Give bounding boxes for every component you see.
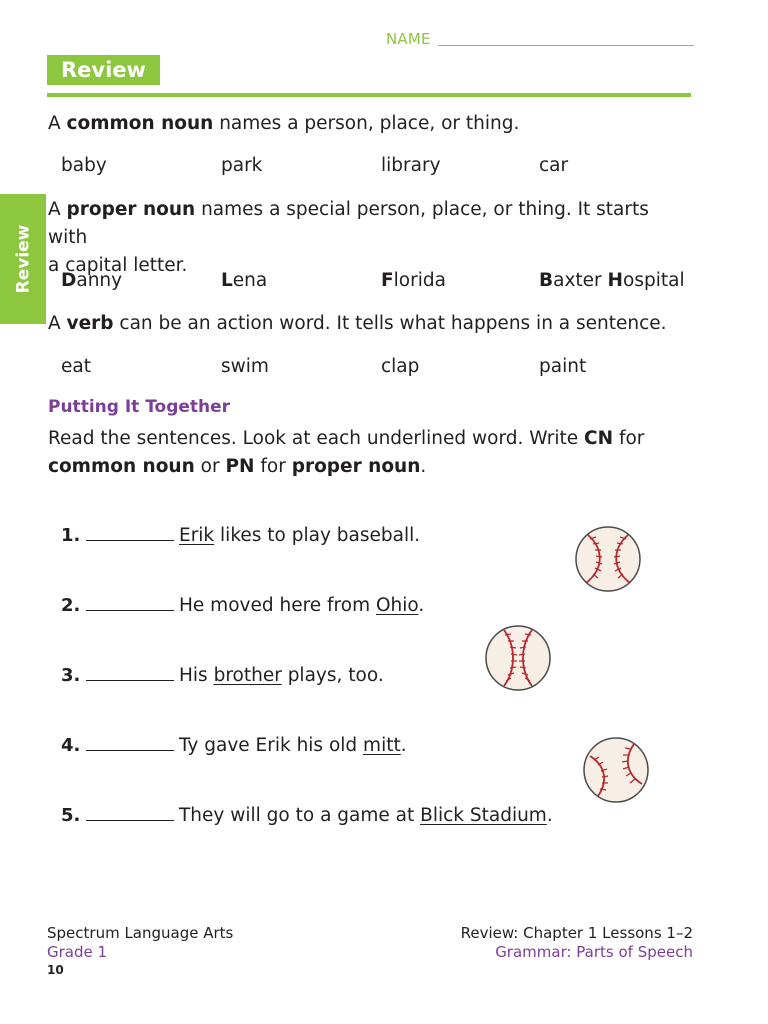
answer-blank[interactable] — [86, 734, 174, 751]
def-term: common noun — [66, 113, 214, 134]
header-divider — [47, 93, 691, 97]
example-word: car — [539, 155, 569, 176]
footer-series: Spectrum Language Arts — [47, 924, 234, 942]
def-text: A — [48, 313, 67, 334]
footer-right — [461, 924, 693, 962]
answer-blank[interactable] — [86, 594, 174, 611]
example-word: Danny — [61, 270, 123, 291]
example-word: Lena — [221, 270, 268, 291]
def-text: A — [48, 113, 67, 134]
section-heading: Putting It Together — [48, 397, 231, 417]
baseball-icon — [574, 525, 642, 593]
answer-blank[interactable] — [86, 804, 174, 821]
footer-chapter: Review: Chapter 1 Lessons 1–2 — [460, 924, 693, 942]
example-word: park — [221, 155, 263, 176]
item-sentence: He moved here from Ohio. — [179, 595, 425, 616]
def-term: verb — [66, 313, 114, 334]
def-text: names a special person, place, or thing. It starts with — [48, 199, 649, 248]
item-number: 3. — [61, 665, 81, 686]
answer-blank[interactable] — [86, 664, 174, 681]
item-sentence: His brother plays, too. — [179, 665, 384, 686]
item-sentence: They will go to a game at Blick Stadium. — [179, 805, 553, 826]
exercise-item — [61, 732, 174, 760]
item-sentence: Erik likes to play baseball. — [179, 525, 421, 546]
underlined-word: mitt — [363, 735, 401, 756]
item-number: 2. — [61, 595, 81, 616]
example-word: baby — [61, 155, 107, 176]
def-text: A — [48, 199, 67, 220]
underlined-word: Ohio — [375, 595, 419, 616]
underlined-word: Blick Stadium — [420, 805, 547, 826]
side-tab-label-wrap — [0, 194, 46, 324]
review-title: Review — [61, 58, 146, 82]
verb-definition — [48, 310, 667, 338]
item-sentence: Ty gave Erik his old mitt. — [179, 735, 407, 756]
exercise-item — [61, 592, 174, 620]
item-number: 1. — [61, 525, 81, 546]
name-label: NAME — [386, 30, 431, 48]
footer-grade: Grade 1 — [47, 943, 108, 961]
common-noun-definition — [48, 110, 519, 138]
footer-topic: Grammar: Parts of Speech — [495, 943, 693, 961]
exercise-item — [61, 522, 174, 550]
footer-left — [47, 924, 233, 978]
item-number: 4. — [61, 735, 81, 756]
proper-noun-definition — [48, 196, 688, 280]
instructions: Read the sentences. Look at each underlined word. Write CN for common noun or PN for proper noun. — [48, 428, 645, 477]
item-number: 5. — [61, 805, 81, 826]
side-tab-label: Review — [13, 224, 34, 294]
def-term: proper noun — [66, 199, 196, 220]
example-word: library — [381, 155, 441, 176]
exercise-item — [61, 802, 174, 830]
example-word: clap — [381, 356, 420, 377]
example-word: eat — [61, 356, 91, 377]
exercise-item — [61, 662, 174, 690]
def-text: a capital letter. — [48, 255, 188, 276]
def-text: can be an action word. It tells what happens in a sentence. — [113, 313, 667, 334]
example-word: Baxter Hospital — [539, 270, 685, 291]
baseball-icon — [484, 624, 552, 692]
example-word: Florida — [381, 270, 446, 291]
example-word: swim — [221, 356, 269, 377]
underlined-word: brother — [213, 665, 282, 686]
underlined-word: Erik — [179, 525, 215, 546]
name-line[interactable] — [438, 45, 694, 46]
baseball-icon — [582, 736, 650, 804]
answer-blank[interactable] — [86, 524, 174, 541]
example-word: paint — [539, 356, 587, 377]
page-number: 10 — [47, 963, 64, 977]
def-text: names a person, place, or thing. — [213, 113, 520, 134]
